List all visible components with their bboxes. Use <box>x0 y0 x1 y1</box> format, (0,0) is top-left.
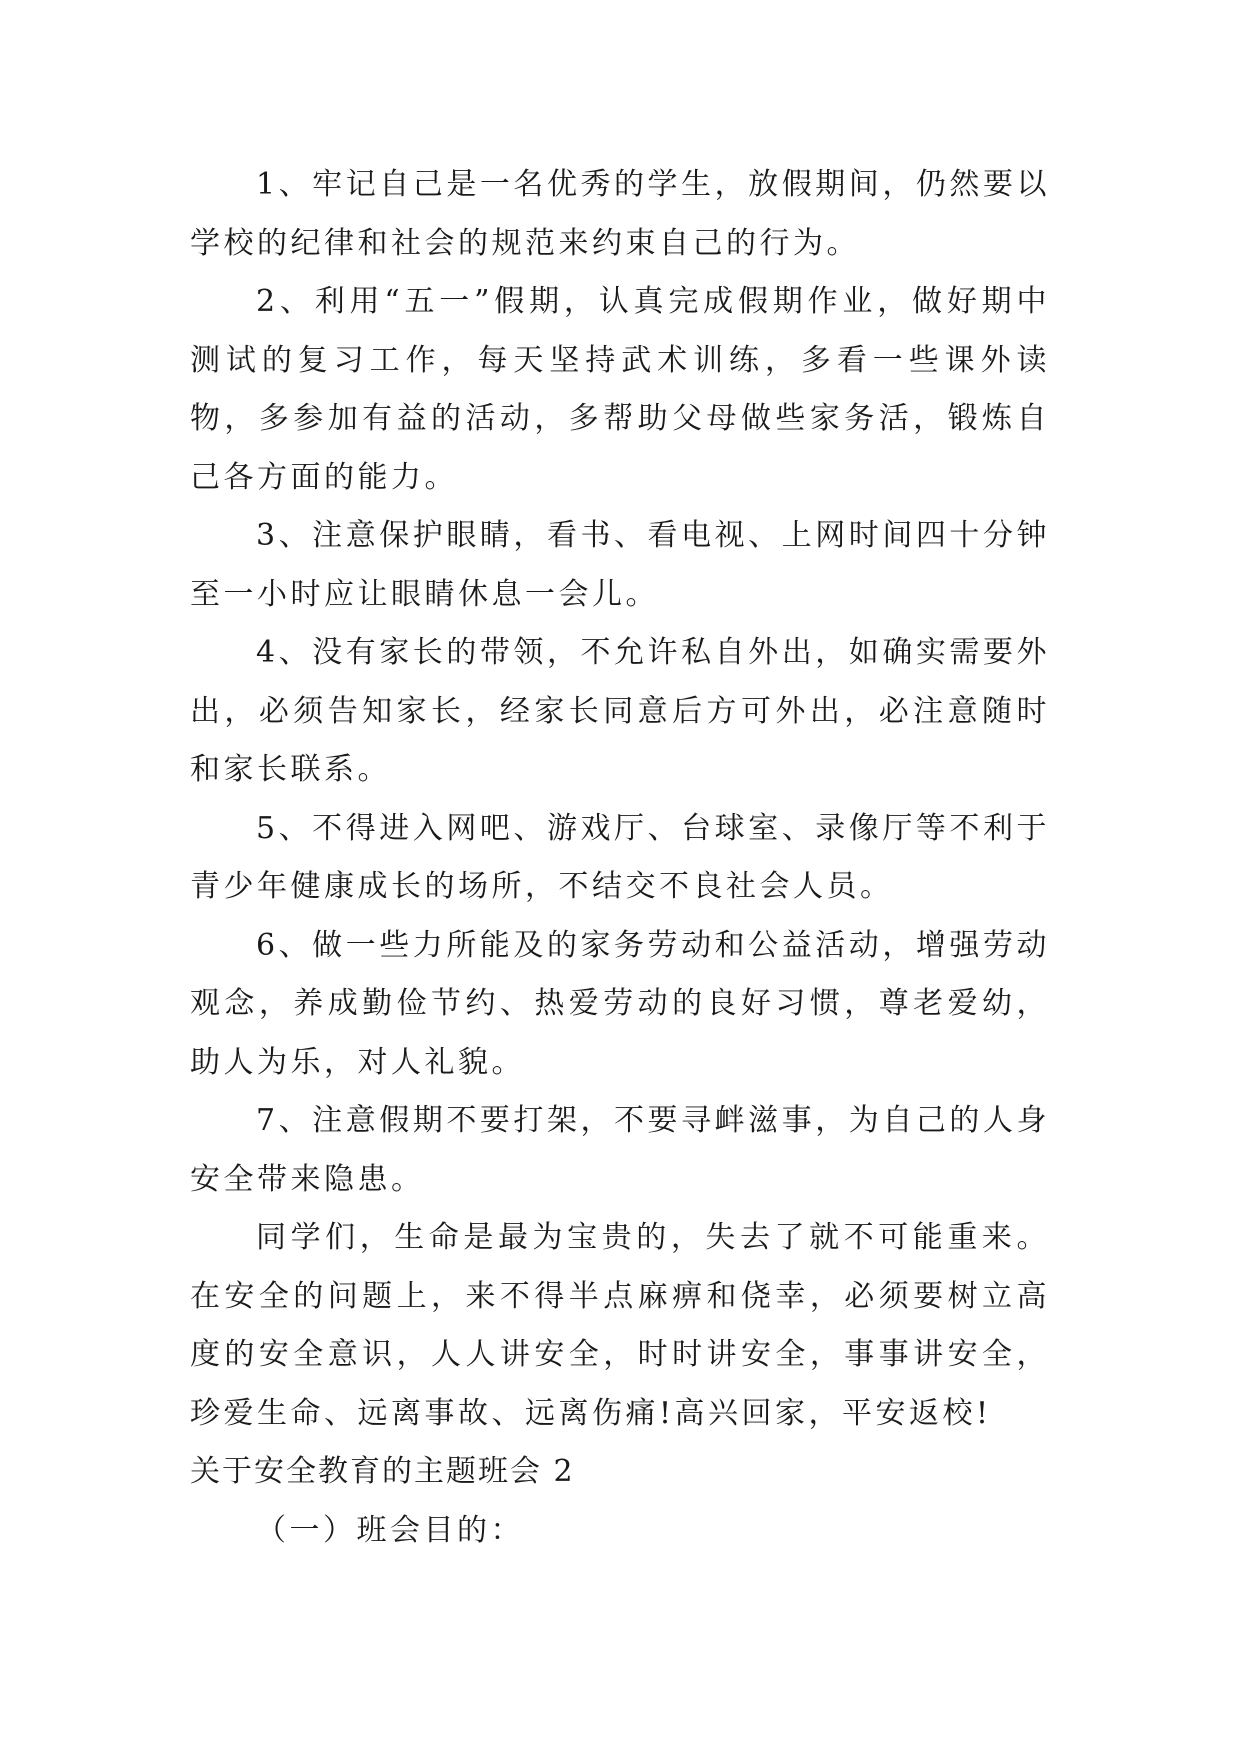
paragraph-rule-1: 1、牢记自己是一名优秀的学生，放假期间，仍然要以学校的纪律和社会的规范来约束自己的行为。 <box>190 167 1050 261</box>
section-title: 关于安全教育的主题班会 2 <box>190 1454 575 1489</box>
paragraph-rule-3: 3、注意保护眼睛，看书、看电视、上网时间四十分钟至一小时应让眼睛休息一会儿。 <box>190 518 1050 612</box>
paragraph-rule-2: 2、利用“五一”假期，认真完成假期作业，做好期中测试的复习工作，每天坚持武术训练，多看一些课外读物，多参加有益的活动，多帮助父母做些家务活，锻炼自己各方面的能力。 <box>190 284 1050 495</box>
paragraph-rule-5: 5、不得进入网吧、游戏厅、台球室、录像厅等不利于青少年健康成长的场所，不结交不良社会人员。 <box>190 810 1050 904</box>
paragraph-rule-7: 7、注意假期不要打架，不要寻衅滋事，为自己的人身安全带来隐患。 <box>190 1103 1050 1197</box>
paragraph-closing: 同学们，生命是最为宝贵的，失去了就不可能重来。在安全的问题上，来不得半点麻痹和侥幸，必须要树立高度的安全意识，人人讲安全，时时讲安全，事事讲安全，珍爱生命、远离事故、远离伤痛!高兴回家，平安返校! <box>190 1220 1050 1431</box>
subsection-title: （一）班会目的： <box>256 1512 524 1548</box>
document-body <box>190 156 1050 1560</box>
paragraph-rule-6: 6、做一些力所能及的家务劳动和公益活动，增强劳动观念，养成勤俭节约、热爱劳动的良好习惯，尊老爱幼，助人为乐，对人礼貌。 <box>190 927 1050 1080</box>
paragraph-rule-4: 4、没有家长的带领，不允许私自外出，如确实需要外出，必须告知家长，经家长同意后方可外出，必注意随时和家长联系。 <box>190 635 1050 787</box>
